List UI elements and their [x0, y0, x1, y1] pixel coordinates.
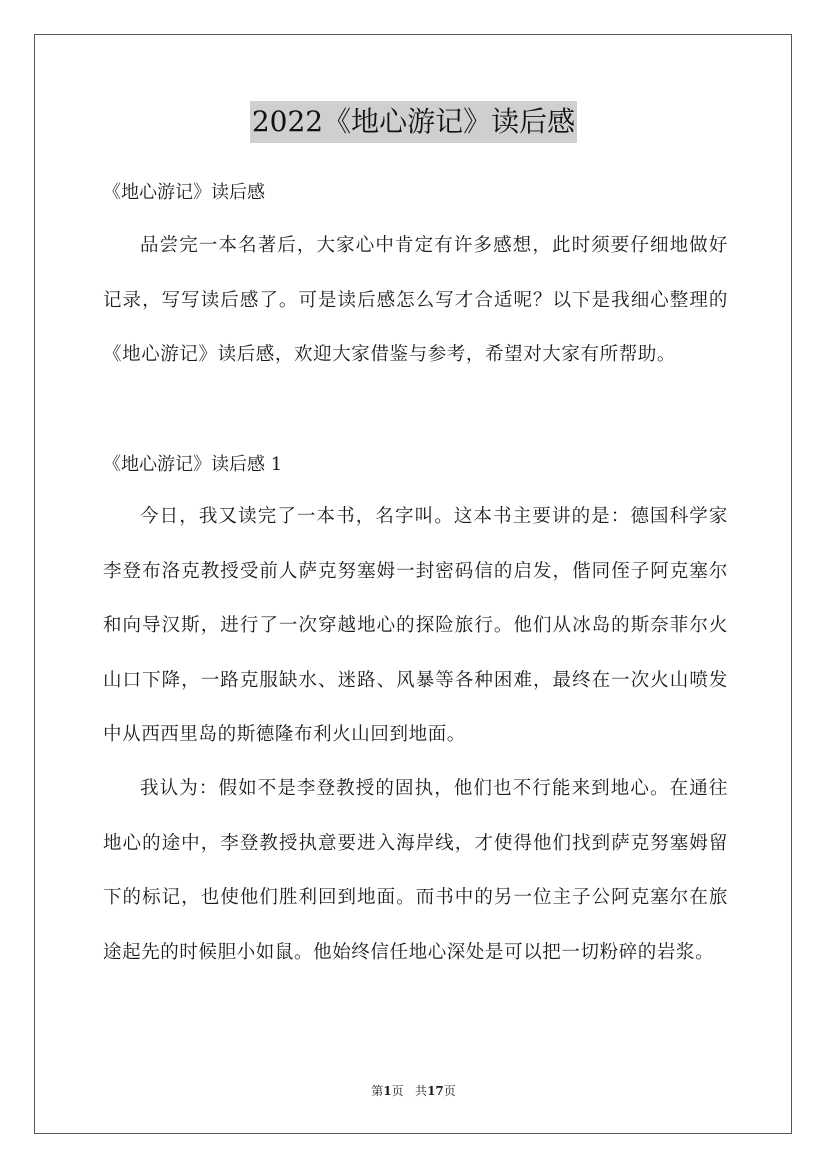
- section-heading: 《地心游记》读后感 1: [103, 454, 283, 475]
- intro-heading: 《地心游记》读后感: [103, 182, 265, 203]
- page-footer: [0, 1083, 827, 1099]
- total-suffix: 页: [443, 1084, 456, 1098]
- body-paragraph-2: 我认为：假如不是李登教授的固执，他们也不行能来到地心。在通往地心的途中，李登教授执意要进入海岸线，才使得他们找到萨克努塞姆留下的标记，也使他们胜利回到地面。而书中的另一位主子公阿克塞尔在旅途起先的时候胆小如鼠。他始终信任地心深处是可以把一切粉碎的岩浆。: [103, 778, 728, 963]
- total-prefix: 共: [415, 1084, 428, 1098]
- body-paragraph-1: 今日，我又读完了一本书，名字叫。这本书主要讲的是：德国科学家李登布洛克教授受前人萨克努塞姆一封密码信的启发，偕同侄子阿克塞尔和向导汉斯，进行了一次穿越地心的探险旅行。他们从冰岛的斯奈菲尔火山口下降，一路克服缺水、迷路、风暴等各种困难，最终在一次火山喷发中从西西里岛的斯德隆布利火山回到地面。: [103, 506, 728, 745]
- page-suffix: 页: [391, 1084, 404, 1098]
- document-title: 2022《地心游记》读后感: [250, 101, 577, 143]
- intro-paragraph: 品尝完一本名著后，大家心中肯定有许多感想，此时须要仔细地做好记录，写写读后感了。可是读后感怎么写才合适呢？以下是我细心整理的《地心游记》读后感，欢迎大家借鉴与参考，希望对大家有所帮助。: [103, 235, 728, 365]
- page-number: 1: [383, 1084, 392, 1098]
- page-prefix: 第: [371, 1084, 384, 1098]
- title-container: [0, 101, 827, 143]
- total-pages: 17: [427, 1084, 444, 1098]
